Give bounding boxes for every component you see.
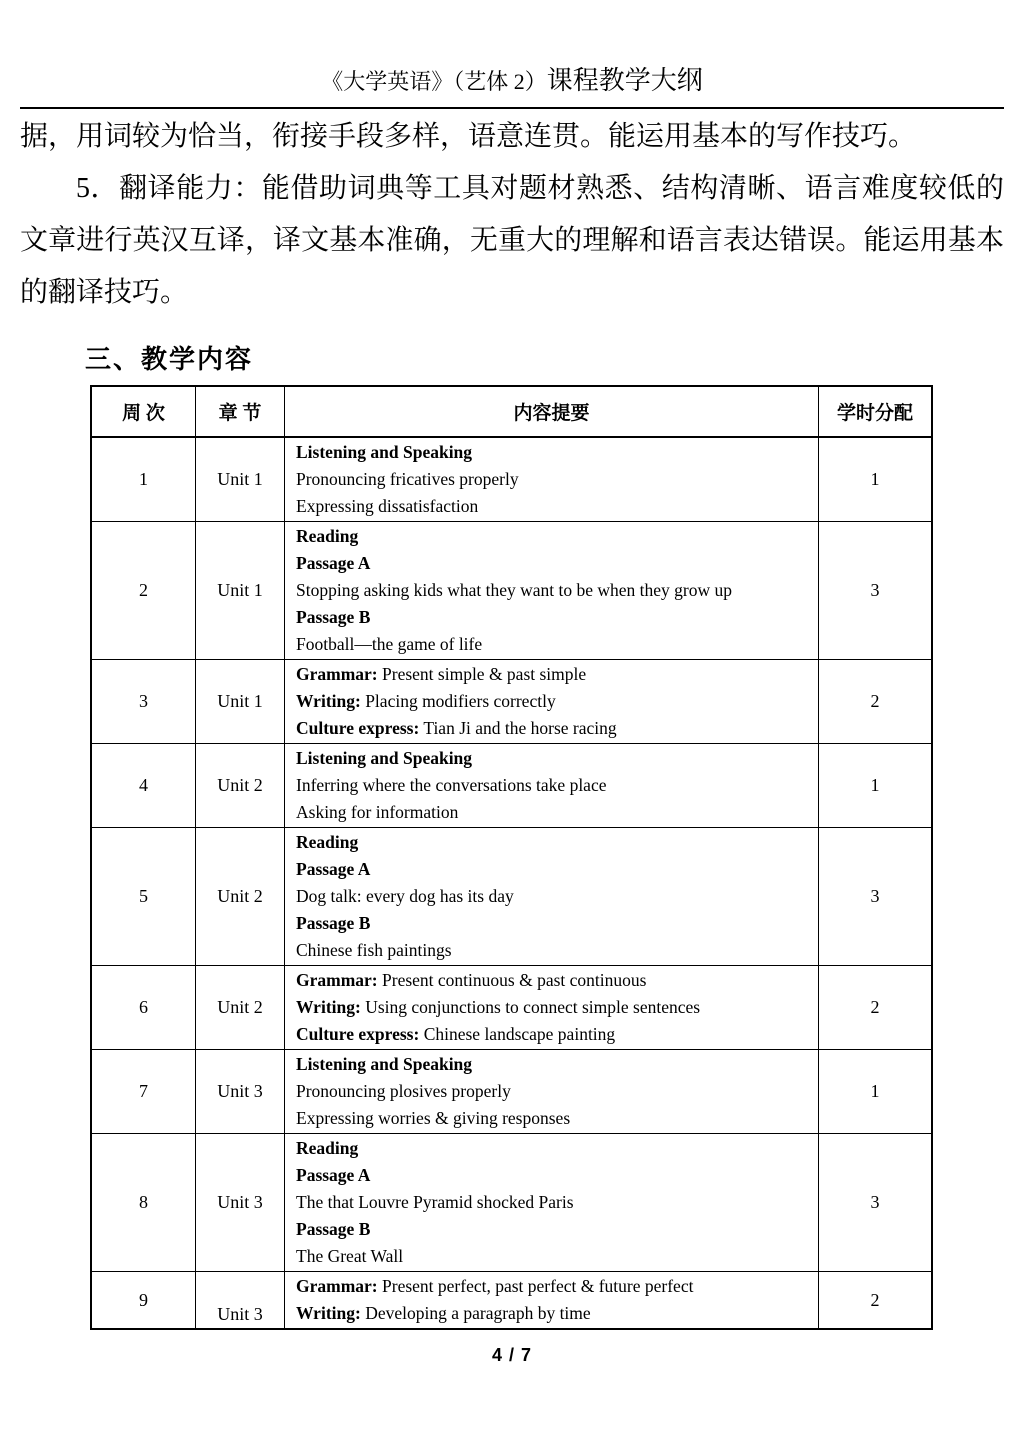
hours-cell: 1 [819,438,931,522]
unit-cell: Unit 3 [196,1134,285,1272]
content-line: The that Louvre Pyramid shocked Paris [296,1192,574,1212]
hours-cell: 3 [819,1134,931,1272]
content-cell [285,1134,819,1272]
page-title [0,66,1024,100]
page-title-course: 《大学英语》（艺体 2） [321,69,547,94]
content-line: Inferring where the conversations take place [296,775,607,795]
content-line: Reading [296,526,359,546]
content-cell [285,1272,819,1328]
hours-cell: 2 [819,966,931,1050]
content-line: Football—the game of life [296,634,483,654]
paragraph-writing-skill: 据，用词较为恰当，衔接手段多样，语意连贯。能运用基本的写作技巧。 [20,121,917,152]
content-line: Passage A [296,1165,371,1185]
table-row [92,660,931,744]
table-row [92,1272,931,1328]
hours-cell: 2 [870,1289,880,1310]
content-cell [285,966,819,1050]
column-header-hours: 学时分配 [819,387,931,438]
table-row [92,1134,931,1272]
week-cell: 8 [92,1134,196,1272]
content-line: Grammar: Present perfect, past perfect & future perfect [296,1276,694,1296]
content-line: Listening and Speaking [296,1054,473,1074]
hours-cell: 3 [819,522,931,660]
hours-cell: 1 [819,1050,931,1134]
week-cell: 5 [92,828,196,966]
table-row [92,522,931,660]
table-row [92,966,931,1050]
week-cell: 9 [92,1272,196,1328]
content-cell [285,744,819,828]
hours-cell: 1 [819,744,931,828]
content-cell [285,1050,819,1134]
table-header-row [92,387,931,438]
unit-cell: Unit 3 [196,1050,285,1134]
unit-cell: Unit 1 [196,660,285,744]
syllabus-table [90,385,933,1330]
content-cell [285,438,819,522]
body-text [20,111,1004,319]
content-line: Reading [296,1138,359,1158]
week-cell: 2 [92,522,196,660]
content-line: Writing: Using conjunctions to connect simple sentences [296,997,701,1017]
content-line: Culture express: Tian Ji and the horse racing [296,718,617,738]
content-cell [285,660,819,744]
content-line: Listening and Speaking [296,442,473,462]
content-line: Writing: Placing modifiers correctly [296,691,556,711]
table-body [92,438,931,1328]
week-cell: 1 [92,438,196,522]
content-line: Grammar: Present simple & past simple [296,664,587,684]
content-line: Pronouncing fricatives properly [296,469,519,489]
page-number: 4 / 7 [491,1345,533,1365]
content-line: Passage A [296,859,371,879]
content-line: Passage B [296,1219,371,1239]
unit-cell: Unit 1 [196,522,285,660]
content-line: Asking for information [296,802,459,822]
unit-cell: Unit 1 [196,438,285,522]
content-line: Culture express: Chinese landscape painting [296,1024,616,1044]
table-row [92,1050,931,1134]
content-line: The Great Wall [296,1246,404,1266]
unit-cell: Unit 2 [196,966,285,1050]
column-header-content: 内容提要 [285,387,819,438]
week-cell: 6 [92,966,196,1050]
unit-cell: Unit 2 [196,744,285,828]
content-line: Dog talk: every dog has its day [296,886,514,906]
table-row [92,744,931,828]
week-cell: 3 [92,660,196,744]
content-line: Reading [296,832,359,852]
hours-cell: 2 [819,660,931,744]
content-line: Expressing worries & giving responses [296,1108,571,1128]
content-line: Passage B [296,607,371,627]
week-cell: 7 [92,1050,196,1134]
content-line: Writing: Developing a paragraph by time [296,1303,591,1323]
content-cell [285,522,819,660]
week-cell: 4 [92,744,196,828]
table-row [92,828,931,966]
content-cell [285,828,819,966]
page-title-suffix: 课程教学大纲 [546,66,703,95]
content-line: Expressing dissatisfaction [296,496,479,516]
table-row [92,438,931,522]
column-header-week: 周 次 [92,387,196,438]
content-line: Pronouncing plosives properly [296,1081,511,1101]
unit-cell: Unit 2 [196,828,285,966]
paragraph-translation-skill: 5．翻译能力：能借助词典等工具对题材熟悉、结构清晰、语言难度较低的文章进行英汉互译，译文基本准确，无重大的理解和语言表达错误。能运用基本的翻译技巧。 [20,173,1004,308]
header-divider [20,107,1004,109]
content-line: Grammar: Present continuous & past continuous [296,970,647,990]
content-line: Chinese fish paintings [296,940,452,960]
unit-cell: Unit 3 [196,1272,285,1328]
content-line: Listening and Speaking [296,748,473,768]
content-line: Stopping asking kids what they want to be when they grow up [296,580,732,600]
section-heading-teaching-content: 三、教学内容 [85,344,254,374]
column-header-unit: 章 节 [196,387,285,438]
content-line: Passage B [296,913,371,933]
content-line: Passage A [296,553,371,573]
hours-cell: 3 [819,828,931,966]
